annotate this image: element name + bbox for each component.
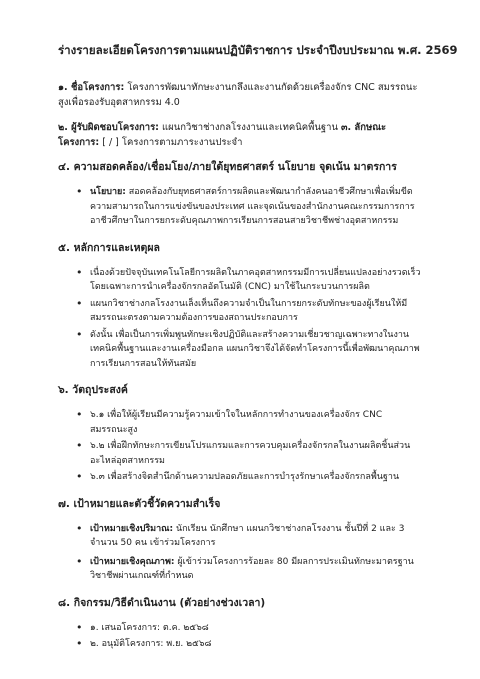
list-item: • ๖.๒ เพื่อฝึกทักษะการเขียนโปรแกรมและการควบคุมเครื่องจักรกลในงานผลิตชิ้นส่วนอะไหล่อุตสาหกรรม <box>90 439 422 468</box>
project-name-item <box>58 80 422 110</box>
activities-list <box>58 621 422 652</box>
section-activities-heading: ๘. กิจกรรม/วิธีดำเนินงาน (ตัวอย่างช่วงเวลา) <box>58 596 266 609</box>
section-objectives-heading: ๖. วัตถุประสงค์ <box>58 384 128 396</box>
section-rationale-heading: ๕. หลักการและเหตุผล <box>58 241 160 254</box>
responsible-item <box>58 120 422 150</box>
project-name-label: ๑. ชื่อโครงการ: <box>58 82 125 93</box>
objectives-list <box>58 408 422 485</box>
targets-list <box>58 522 422 584</box>
responsible-value: แผนกวิชาช่างกลโรงงานและเทคนิคพื้นฐาน <box>162 122 338 133</box>
quantity-target-text: นักเรียน นักศึกษา แผนกวิชาช่างกลโรงงาน ชั้นปีที่ 2 และ 3 จำนวน 50 คน เข้าร่วมโครงการ <box>90 523 405 548</box>
project-name-value: โครงการพัฒนาทักษะงานกลึงและงานกัดด้วยเครื่องจักร CNC สมรรถนะสูงเพื่อรองรับอุตสาหกรรม 4.0 <box>58 82 418 108</box>
policy-text: สอดคล้องกับยุทธศาสตร์การผลิตและพัฒนากำลังคนอาชีวศึกษาเพื่อเพิ่มขีดความสามารถในการแข่งขันของประเทศ และจุดเน้นของสำนักงานคณะกรรมการการอาชีวศึกษาในการยกระดับคุณภาพการเรียนการสอนสายวิชาชีพช่างอุตสาหกรรม <box>90 187 415 226</box>
quality-target-text: ผู้เข้าร่วมโครงการร้อยละ 80 มีผลการประเมินทักษะมาตรฐานวิชาชีพผ่านเกณฑ์ที่กำหนด <box>90 556 414 581</box>
document-title: ร่างรายละเอียดโครงการตามแผนปฏิบัติราชการ ประจำปีงบประมาณ พ.ศ. 2569 <box>58 43 458 57</box>
list-item: • เนื่องด้วยปัจจุบันเทคโนโลยีการผลิตในภาคอุตสาหกรรมมีการเปลี่ยนแปลงอย่างรวดเร็ว โดยเฉพาะการนำเครื่องจักรกลอัตโนมัติ (CNC) มาใช้ในกระบวนการผลิต <box>90 266 422 295</box>
section-alignment-heading: ๔. ความสอดคล้อง/เชื่อมโยง/ภายใต้ยุทธศาสตร์ นโยบาย จุดเน้น มาตรการ <box>58 161 397 173</box>
list-item: • ดังนั้น เพื่อเป็นการเพิ่มพูนทักษะเชิงปฏิบัติและสร้างความเชี่ยวชาญเฉพาะทางในงานเทคนิคพื้นฐานและงานเครื่องมือกล แผนกวิชาจึงได้จัดทำโครงการนี้เพื่อพัฒนาคุณภาพการเรียนการสอนให้ทันสมัย <box>90 328 422 372</box>
project-type-value: [ / ] โครงการตามภาระงานประจำ <box>102 137 243 148</box>
responsible-label: ๒. ผู้รับผิดชอบโครงการ: <box>58 122 159 133</box>
rationale-list <box>58 266 422 372</box>
list-item: • ๒. อนุมัติโครงการ: พ.ย. ๒๕๖๘ <box>90 637 422 652</box>
list-item: • ๑. เสนอโครงการ: ต.ค. ๒๕๖๘ <box>90 621 422 636</box>
list-item: • ๖.๑ เพื่อให้ผู้เรียนมีความรู้ความเข้าใจในหลักการทำงานของเครื่องจักร CNC สมรรถนะสูง <box>90 408 422 437</box>
list-item <box>90 555 422 584</box>
quantity-target-label: เป้าหมายเชิงปริมาณ: <box>90 523 174 534</box>
list-item <box>90 522 422 551</box>
list-item: • ๖.๓ เพื่อสร้างจิตสำนึกด้านความปลอดภัยและการบำรุงรักษาเครื่องจักรกลพื้นฐาน <box>90 470 422 485</box>
list-item <box>90 185 422 229</box>
section-targets-heading: ๗. เป้าหมายและตัวชี้วัดความสำเร็จ <box>58 497 221 510</box>
project-type-label: ๓. ลักษณะโครงการ: <box>58 122 387 148</box>
quality-target-label: เป้าหมายเชิงคุณภาพ: <box>90 556 175 567</box>
list-item: • แผนกวิชาช่างกลโรงงานเล็งเห็นถึงความจำเป็นในการยกระดับทักษะของผู้เรียนให้มีสมรรถนะตรงตามความต้องการของสถานประกอบการ <box>90 297 422 326</box>
alignment-list <box>58 185 422 229</box>
policy-label: นโยบาย: <box>90 187 126 197</box>
